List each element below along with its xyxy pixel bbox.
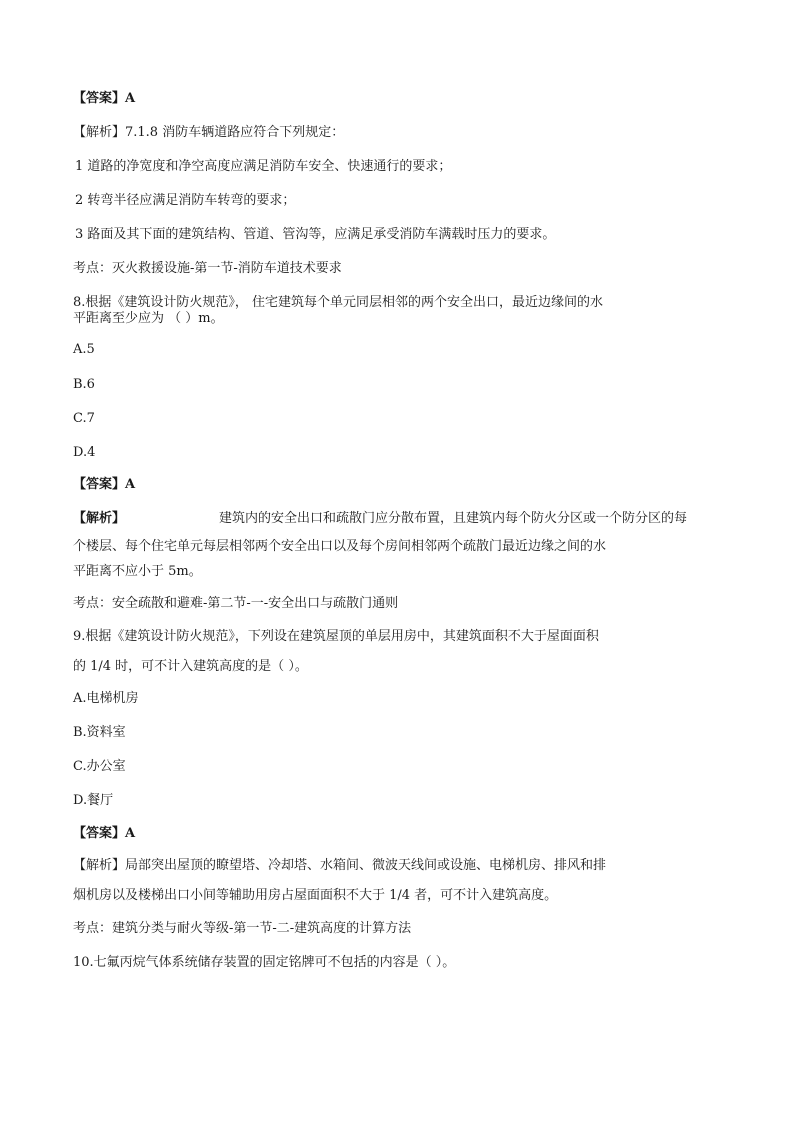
q9-analysis-line-2: 烟机房以及楼梯出口小间等辅助用房占屋面面积不大于 1/4 者，可不计入建筑高度。	[73, 888, 558, 903]
q9-option-a: A.电梯机房	[73, 691, 139, 706]
q8-analysis-label: 【解析】	[73, 511, 126, 526]
q7-item-3: 3 路面及其下面的建筑结构、管道、管沟等，应满足承受消防车满载时压力的要求。	[75, 227, 556, 242]
q8-option-b: B.6	[73, 377, 95, 392]
q9-option-b: B.资料室	[73, 725, 126, 740]
q8-option-d: D.4	[73, 445, 96, 460]
q8-option-c: C.7	[73, 411, 95, 426]
q7-answer: 【答案】A	[73, 91, 136, 106]
q9-exam-point: 考点：建筑分类与耐火等级-第一节-二-建筑高度的计算方法	[73, 921, 412, 936]
q10-stem: 10.七氟丙烷气体系统储存装置的固定铭牌可不包括的内容是（ ）。	[73, 955, 456, 970]
q8-analysis-line-1	[73, 510, 687, 528]
q7-exam-point: 考点：灭火救援设施-第一节-消防车道技术要求	[73, 261, 342, 276]
q8-option-a: A.5	[73, 342, 95, 357]
q7-item-1: 1 道路的净宽度和净空高度应满足消防车安全、快速通行的要求；	[75, 159, 452, 174]
q8-stem-line-1: 8.根据《建筑设计防火规范》， 住宅建筑每个单元同层相邻的两个安全出口，最近边缘间的水	[73, 295, 604, 310]
q8-analysis-text: 建筑内的安全出口和疏散门应分散布置，且建筑内每个防火分区或一个防分区的每	[219, 511, 688, 526]
q9-option-d: D.餐厅	[73, 793, 114, 808]
q9-analysis-line-1: 【解析】局部突出屋顶的瞭望塔、冷却塔、水箱间、微波天线间或设施、电梯机房、排风和排	[73, 858, 607, 873]
q8-analysis-line-2: 个楼层、每个住宅单元每层相邻两个安全出口以及每个房间相邻两个疏散门最近边缘之间的水	[73, 539, 607, 554]
q9-answer: 【答案】A	[73, 826, 136, 841]
q8-analysis-line-3: 平距离不应小于 5m。	[73, 564, 202, 579]
q8-exam-point: 考点：安全疏散和避难-第二节-一-安全出口与疏散门通则	[73, 596, 399, 611]
q7-item-2: 2 转弯半径应满足消防车转弯的要求；	[75, 193, 296, 208]
q9-option-c: C.办公室	[73, 759, 126, 774]
q8-stem-line-2: 平距离至少应为 （ ）m。	[73, 311, 224, 326]
q7-analysis: 【解析】7.1.8 消防车辆道路应符合下列规定：	[73, 125, 345, 140]
q8-answer: 【答案】A	[73, 477, 136, 492]
q9-stem-line-2: 的 1/4 时，可不计入建筑高度的是（ ）。	[73, 659, 308, 674]
q9-stem-line-1: 9.根据《建筑设计防火规范》，下列设在建筑屋顶的单层用房中，其建筑面积不大于屋面面积	[73, 629, 599, 644]
